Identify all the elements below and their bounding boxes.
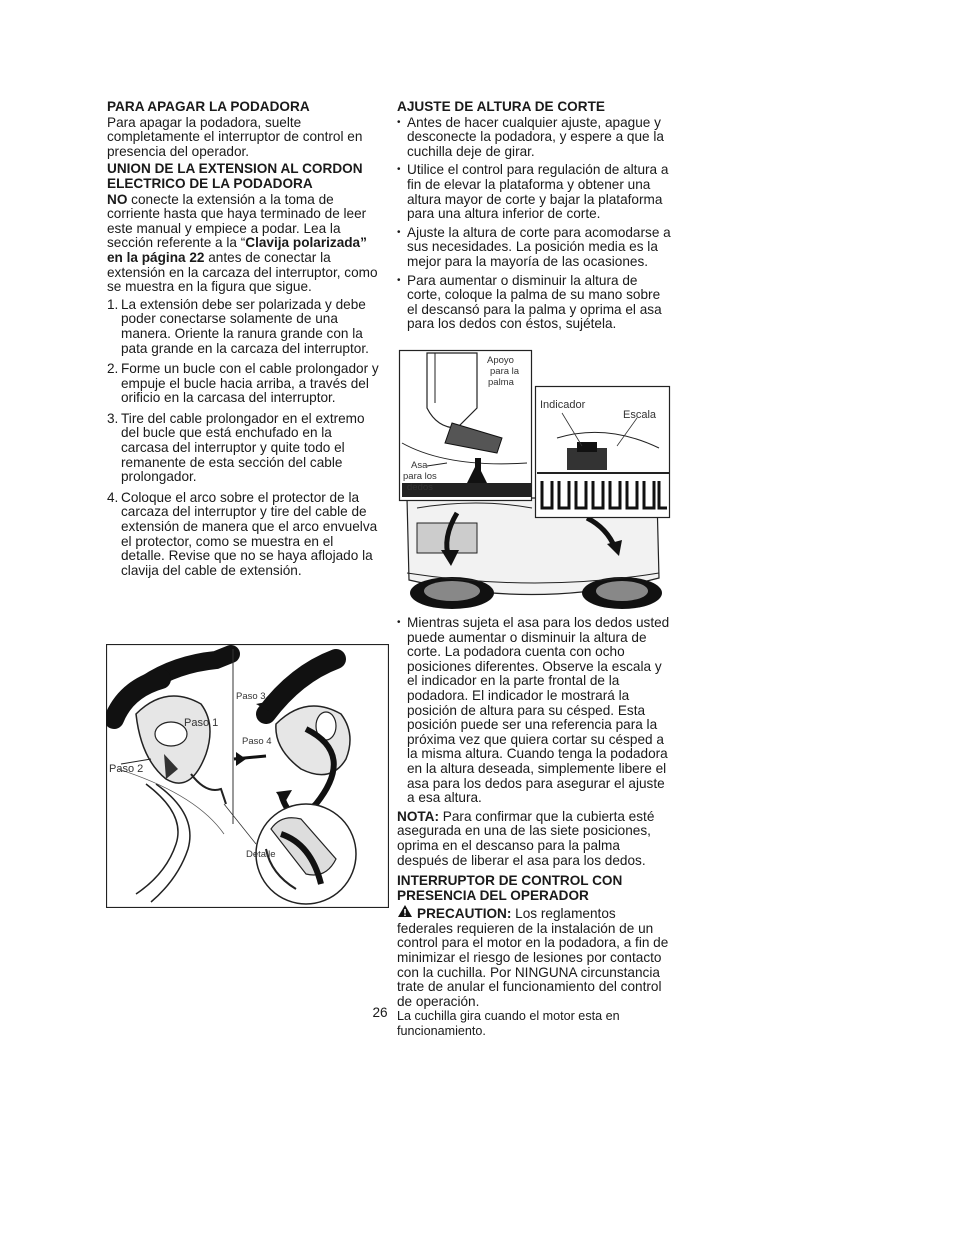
section-body-turn-off: Para apagar la podadora, suelte completamente el interruptor de control en presencia del operador.	[107, 114, 363, 159]
list-item	[107, 491, 379, 579]
left-column	[107, 100, 379, 584]
precaution-tail: La cuchilla gira cuando el motor esta en funcionamiento.	[397, 1009, 620, 1039]
label-escala: Escala	[623, 409, 657, 421]
list-item	[107, 362, 379, 406]
right-column-lower	[397, 616, 673, 1042]
label-paso-2: Paso 2	[109, 763, 144, 775]
label-dedos: dedos	[407, 482, 433, 493]
step-number: 1.	[107, 296, 119, 312]
warning-icon	[397, 904, 413, 918]
list-item: • Mientras sujeta el asa para los dedos usted puede aumentar o disminuir la altura de corte. La podadora cuenta con ocho posiciones diferentes. Observe la escala y el indicador en la parte frontal de la podadora. El indicador le mostrará la posición de altura para su césped. Esta posición puede ser una referencia para la próxima vez que quiera cortar su césped a la misma altura. Cuando tenga la podadora en la altura deseada, simplemente libere el asa para los dedos para asegurar el ajuste a esa altura.	[397, 616, 673, 806]
extension-text-b: antes de conectar la extensión en la carcaza del interruptor, como se muestra en la figura que sigue.	[107, 249, 378, 295]
section-title-turn-off: PARA APAGAR LA PODADORA	[107, 99, 310, 114]
label-para-los: para los	[403, 471, 437, 482]
height-adjust-figure	[397, 348, 673, 612]
list-item: • Utilice el control para regulación de altura a fin de elevar la plataforma y obtener una altura mayor de corte y bajar la plataforma para una altura inferior de corte.	[397, 163, 673, 221]
note-text: Para confirmar que la cubierta esté asegurada en una de las siete posiciones, oprima en el descanso para la palma después de liberar el asa para los dedos.	[397, 808, 655, 868]
section-body-extension	[107, 193, 379, 295]
cutting-height-bullets	[397, 116, 673, 332]
label-paso-1: Paso 1	[184, 717, 219, 729]
label-asa: Asa	[411, 460, 428, 471]
label-paso-4: Paso 4	[242, 736, 272, 747]
section-title-operator-presence: INTERRUPTOR DE CONTROL CON PRESENCIA DEL OPERADOR	[397, 873, 623, 903]
polarized-plug-reference: Clavija polarizada” en la página 22	[107, 235, 367, 265]
list-item: • Para aumentar o disminuir la altura de corte, coloque la palma de su mano sobre el descansó para la palma y oprima el asa para los dedos con éstos, sujétela.	[397, 274, 673, 332]
precaution-label: PRECAUTION:	[417, 906, 512, 922]
right-column	[397, 100, 673, 336]
list-item	[107, 298, 379, 356]
step-text: Forme un bucle con el cable prolongador y empuje el bucle hacia arriba, a través del orificio en la carcasa del interruptor.	[121, 361, 379, 406]
step-text: La extensión debe ser polarizada y debe poder conectarse solamente de una manera. Oriente la ranura grande con la pata grande en la carcaza del interruptor.	[121, 296, 369, 356]
cutting-height-bullets-continued	[397, 616, 673, 806]
label-apoyo: Apoyo	[487, 355, 514, 366]
section-title-extension: UNION DE LA EXTENSION AL CORDON ELECTRICO DE LA PODADORA	[107, 161, 363, 191]
label-detalle: Detalle	[246, 849, 276, 860]
step-number: 2.	[107, 361, 119, 377]
step-text: Coloque el arco sobre el protector de la carcaza del interruptor y tire del cable de extensión de manera que el arco envuelva el protector, como se muestra en el detalle. Revise que no se haya aflojado la clavija del cable de extensión.	[121, 489, 378, 578]
page-number: 26	[372, 1005, 388, 1020]
extension-steps-list	[107, 298, 379, 579]
list-item: • Ajuste la altura de corte para acomodarse a sus necesidades. La posición media es la mejor para la mayoría de las ocasiones.	[397, 226, 673, 270]
list-item	[107, 412, 379, 485]
extension-cord-figure	[106, 644, 389, 908]
step-number: 3.	[107, 410, 119, 426]
label-indicador: Indicador	[540, 399, 586, 411]
list-item: • Antes de hacer cualquier ajuste, apague y desconecte la podadora, y espere a que la cuchilla deje de girar.	[397, 116, 673, 160]
height-adjust-illustration	[397, 348, 673, 612]
precaution-text: Los reglamentos federales requieren de la instalación de un control para el motor en la podadora, a fin de minimizar el riesgo de lesiones por contacto con la cuchilla. Por NINGUNA circunstancia trate de anular el funcionamiento del control de operación.	[397, 906, 669, 1009]
label-paso-3: Paso 3	[236, 691, 266, 702]
extension-text-a: conecte la extensión a la toma de corriente hasta que haya terminado de leer este manual y empiece a podar. Lea la sección referente a la “	[107, 191, 367, 251]
label-para-la: para la	[490, 366, 520, 377]
step-number: 4.	[107, 489, 119, 505]
note-paragraph	[397, 810, 673, 868]
label-palma: palma	[488, 377, 514, 388]
section-title-cutting-height: AJUSTE DE ALTURA DE CORTE	[397, 99, 605, 114]
no-emphasis: NO	[107, 191, 128, 207]
extension-cord-illustration	[106, 644, 389, 908]
note-label: NOTA:	[397, 808, 440, 824]
step-text: Tire del cable prolongador en el extremo del bucle que está enchufado en la carcasa del interruptor y quite todo el remanente de esta sección del cable prolongador.	[121, 410, 365, 485]
